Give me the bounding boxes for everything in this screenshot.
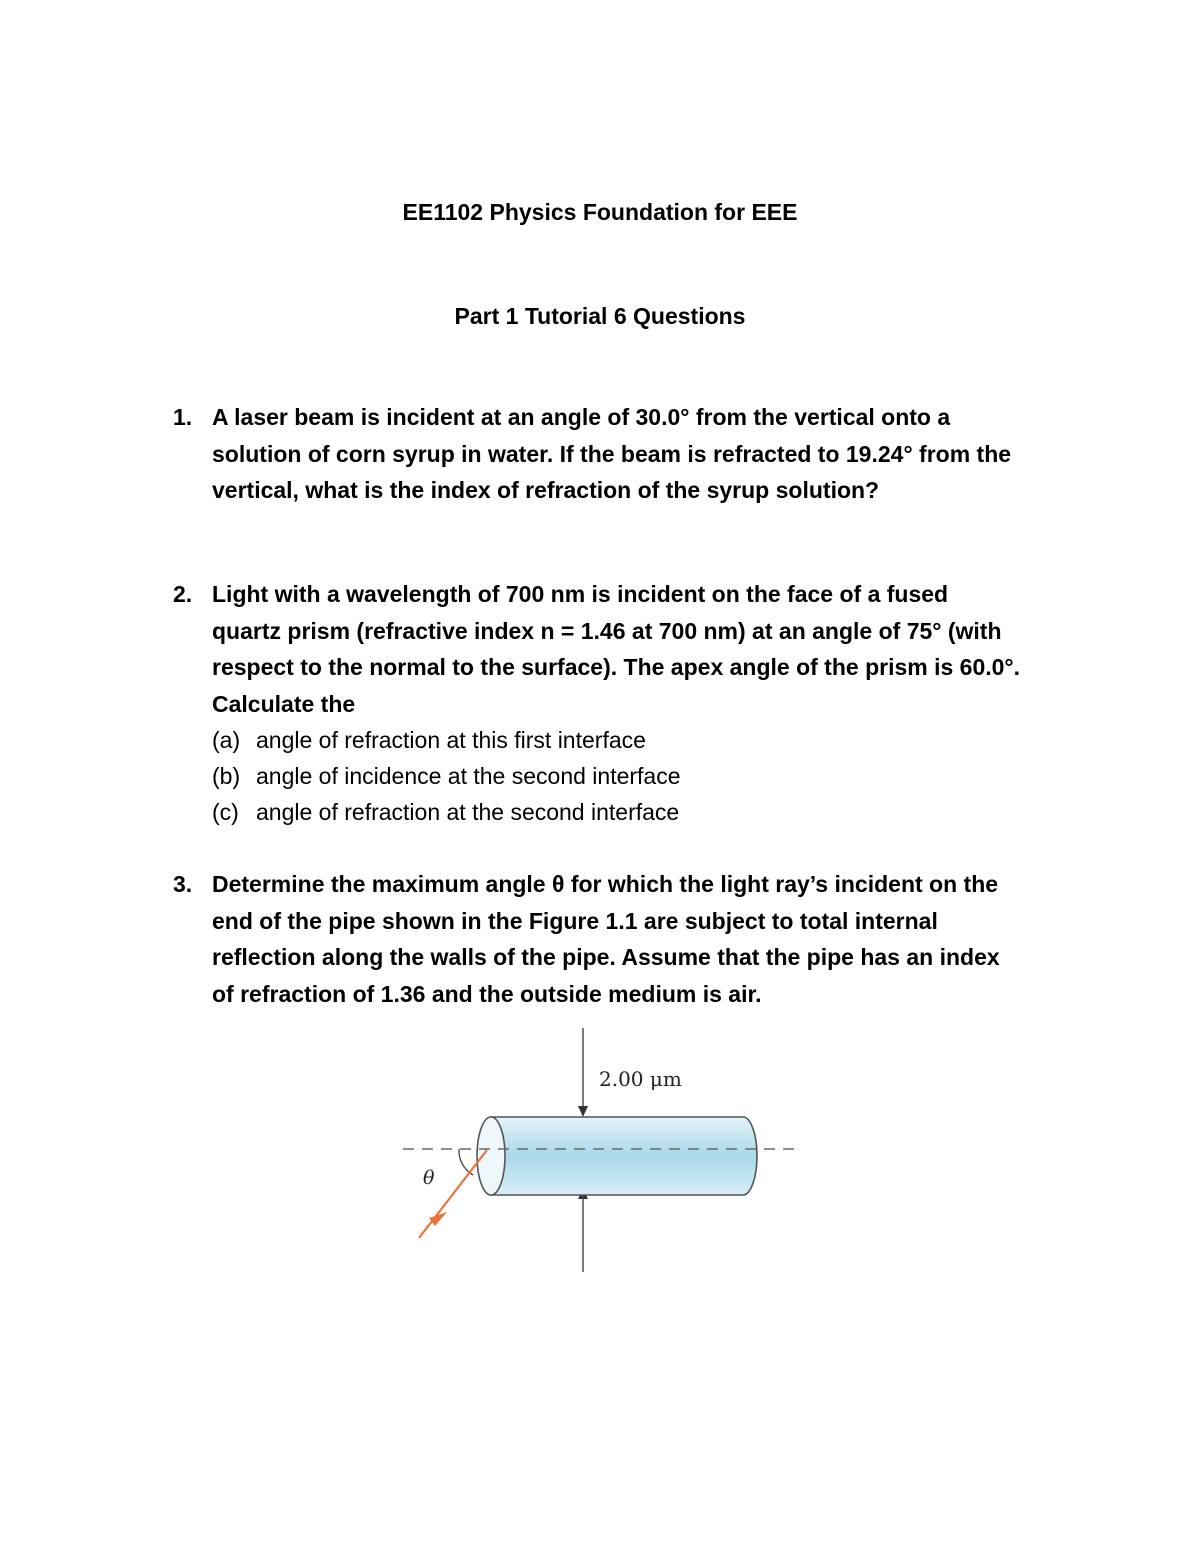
angle-theta-label: θ xyxy=(423,1167,435,1189)
question-text xyxy=(212,399,1103,509)
diameter-label: 2.00 μm xyxy=(599,1067,682,1091)
question-text xyxy=(212,866,1103,1012)
question-number: 3. xyxy=(173,871,193,897)
question-line: of refraction of 1.36 and the outside medium is air. xyxy=(212,980,762,1007)
incident-light-ray xyxy=(419,1150,487,1238)
question-3 xyxy=(173,866,1103,1012)
question-line: respect to the normal to the surface). The apex angle of the prism is 60.0°. xyxy=(212,654,1021,680)
part-label: (a) xyxy=(212,727,241,753)
question-part-c xyxy=(212,794,1103,830)
part-text: angle of refraction at the second interface xyxy=(256,799,680,825)
part-label: (b) xyxy=(212,763,241,789)
question-line: quartz prism (refractive index n = 1.46 at 700 nm) at an angle of 75° (with xyxy=(212,617,1002,644)
light-pipe-diagram xyxy=(395,1022,815,1282)
question-line: Light with a wavelength of 700 nm is incident on the face of a fused xyxy=(212,581,949,607)
light-pipe-figure xyxy=(395,1022,815,1282)
part-text: angle of refraction at this first interface xyxy=(256,727,646,753)
question-1 xyxy=(173,399,1103,509)
part-text: angle of incidence at the second interface xyxy=(256,763,681,789)
question-text xyxy=(212,576,1103,830)
question-line: vertical, what is the index of refraction of the syrup solution? xyxy=(212,477,880,503)
question-line: solution of corn syrup in water. If the beam is refracted to 19.24° from the xyxy=(212,440,1012,467)
pipe-body xyxy=(491,1117,757,1195)
question-line: A laser beam is incident at an angle of 30.0° from the vertical onto a xyxy=(212,404,951,430)
question-2 xyxy=(173,576,1103,830)
question-line: Calculate the xyxy=(212,690,356,717)
question-line: end of the pipe shown in the Figure 1.1 are subject to total internal xyxy=(212,907,938,934)
dimension-arrowhead-top xyxy=(578,1106,588,1117)
document-title: EE1102 Physics Foundation for EEE xyxy=(402,199,798,225)
question-part-b xyxy=(212,758,1103,794)
part-label: (c) xyxy=(212,799,239,825)
question-line: reflection along the walls of the pipe. Assume that the pipe has an index xyxy=(212,944,1000,970)
question-number: 2. xyxy=(173,581,193,607)
document-subtitle: Part 1 Tutorial 6 Questions xyxy=(454,303,746,329)
question-line: Determine the maximum angle θ for which the light ray’s incident on the xyxy=(212,871,999,897)
question-number: 1. xyxy=(173,404,193,430)
question-part-a xyxy=(212,722,1103,758)
